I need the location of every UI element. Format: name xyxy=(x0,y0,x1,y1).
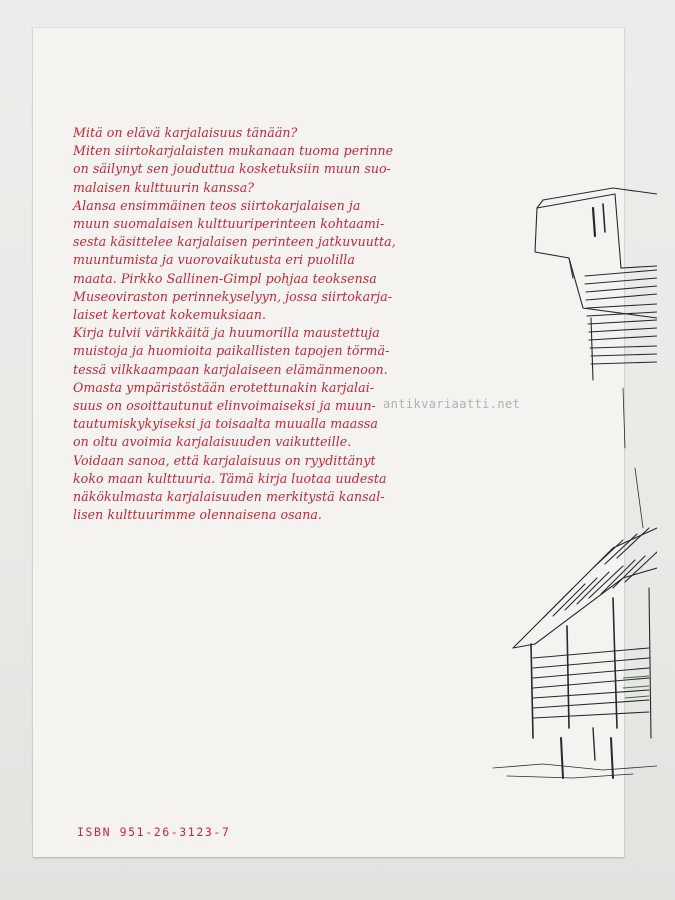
house-sketch-illustration xyxy=(473,148,657,788)
blurb-line: muuntumista ja vuorovaikutusta eri puolilla xyxy=(73,252,355,268)
blurb-line: on säilynyt sen jouduttua kosketuksiin muun suo- xyxy=(73,161,391,177)
blurb-line: Voidaan sanoa, että karjalaisuus on ryydittänyt xyxy=(73,452,376,468)
book-back-cover xyxy=(33,28,624,857)
blurb-line: suus on osoittautunut elinvoimaiseksi ja muun- xyxy=(73,398,376,414)
blurb-line: näkökulmasta karjalaisuuden merkitystä kansal- xyxy=(73,489,385,505)
blurb-line: malaisen kulttuurin kanssa? xyxy=(73,179,255,195)
blurb-line: koko maan kulttuuria. Tämä kirja luotaa uudesta xyxy=(73,470,387,486)
blurb-line: muistoja ja huomioita paikallisten tapojen törmä- xyxy=(73,343,390,359)
blurb-text xyxy=(73,124,468,524)
blurb-line: muun suomalaisen kulttuuriperinteen kohtaami- xyxy=(73,216,385,232)
blurb-line: Museoviraston perinnekyselyyn, jossa siirtokarja- xyxy=(73,288,393,304)
blurb-line: Kirja tulvii värikkäitä ja huumorilla maustettuja xyxy=(73,325,380,341)
blurb-line: on oltu avoimia karjalaisuuden vaikutteille. xyxy=(73,434,352,450)
blurb-line: tautumiskykyiseksi ja toisaalta muualla maassa xyxy=(73,416,378,432)
blurb-line: laiset kertovat kokemuksiaan. xyxy=(73,307,267,323)
blurb-line: Omasta ympäristöstään erotettunakin karjalai- xyxy=(73,379,375,395)
isbn-number: ISBN 951-26-3123-7 xyxy=(77,825,231,839)
blurb-line: lisen kulttuurimme olennaisena osana. xyxy=(73,507,322,523)
blurb-line: tessä vilkkaampaan karjalaiseen elämänmenoon. xyxy=(73,361,388,377)
watermark-text: antikvariaatti.net xyxy=(383,397,521,411)
blurb-line: Alansa ensimmäinen teos siirtokarjalaisen ja xyxy=(73,197,361,213)
blurb-line: sesta käsittelee karjalaisen perinteen jatkuvuutta, xyxy=(73,234,396,250)
blurb-line: Mitä on elävä karjalaisuus tänään? xyxy=(73,125,298,140)
blurb-line: maata. Pirkko Sallinen-Gimpl pohjaa teoksensa xyxy=(73,270,377,286)
blurb-line: Miten siirtokarjalaisten mukanaan tuoma perinne xyxy=(73,143,394,159)
